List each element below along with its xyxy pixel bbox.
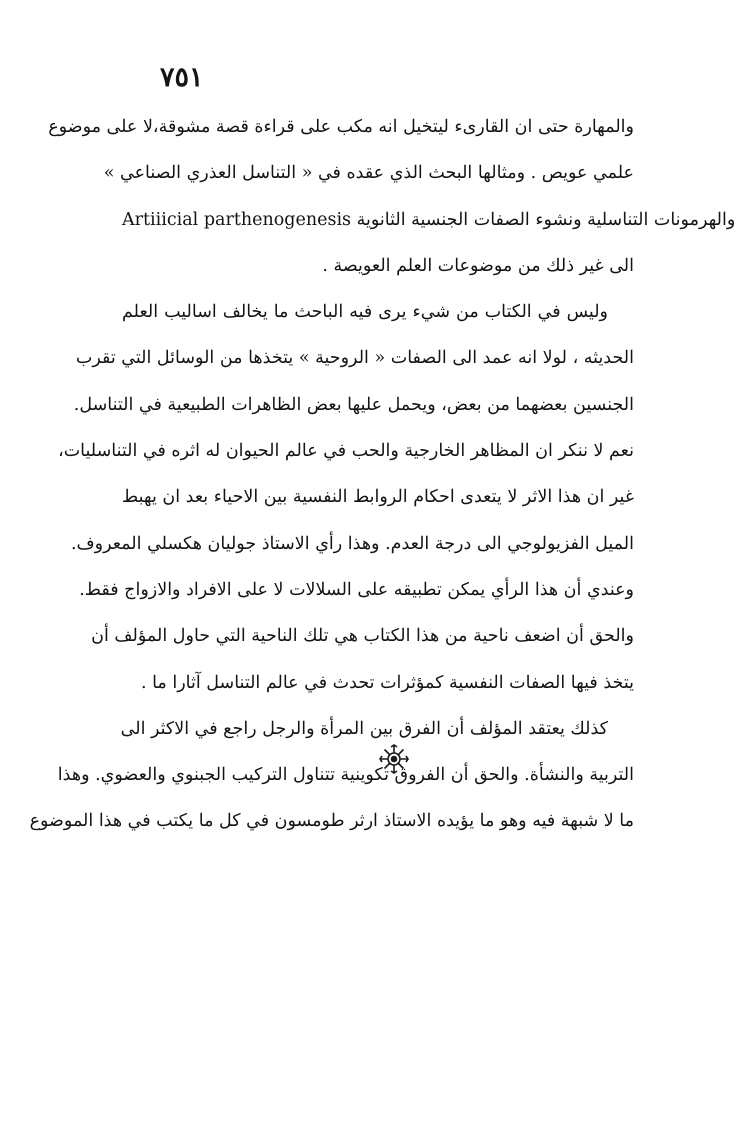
text-line: الميل الفزيولوجي الى درجة العدم. وهذا رأي الاستاذ جوليان هكسلي المعروف. (70, 533, 634, 554)
text-line: الجنسين بعضهما من بعض، ويحمل عليها بعض الظاهرات الطبيعية في التناسل. (73, 394, 634, 415)
text-line: نعم لا ننكر ان المظاهر الخارجية والحب في عالم الحيوان له اثره في التناسليات، (58, 441, 634, 462)
text-line: وليس في الكتاب من شيء يرى فيه الباحث ما يخالف اساليب العلم (122, 302, 608, 323)
end-ornament-icon (379, 744, 409, 774)
text-line: علمي عويص . ومثالها البحث الذي عقده في « التناسل العذري الصناعي » (103, 163, 634, 184)
text-line: التربية والنشأة. والحق أن الفروق تكوينية تتناول التركيب الجبنوي والعضوي. وهذا (57, 765, 634, 786)
text-line: غير ان هذا الاثر لا يتعدى احكام الروابط النفسية بين الاحياء بعد ان يهبط (122, 487, 634, 508)
text-line: والحق أن اضعف ناحية من هذا الكتاب هي تلك الناحية التي حاول المؤلف أن (91, 626, 634, 647)
text-line: ما لا شبهة فيه وهو ما يؤيده الاستاذ ارثر طومسون في كل ما يكتب في هذا الموضوع (29, 811, 634, 832)
page-number: ٧٥١ (160, 62, 204, 93)
text-line: وعندي أن هذا الرأي يمكن تطبيقه على السلالات لا على الافراد والازواج فقط. (79, 579, 634, 600)
text-line: والمهارة حتى ان القارىء ليتخيل انه مكب على قراءة قصة مشوقة،لا على موضوع (48, 117, 634, 137)
text-line: Artiiicial parthenogenesis والهرمونات التناسلية ونشوء الصفات الجنسية الثانوية (122, 209, 736, 230)
text-line: الى غير ذلك من موضوعات العلم العويصة . (322, 255, 634, 276)
text-line: الحديثه ، لولا انه عمد الى الصفات « الروحية » يتخذها من الوسائل التي تقرب (75, 348, 634, 369)
text-line: كذلك يعتقد المؤلف أن الفرق بين المرأة والرجل راجع في الاكثر الى (120, 718, 608, 739)
body-text (29, 104, 736, 845)
text-line: يتخذ فيها الصفات النفسية كمؤثرات تحدث في عالم التناسل آثارا ما . (140, 672, 634, 693)
